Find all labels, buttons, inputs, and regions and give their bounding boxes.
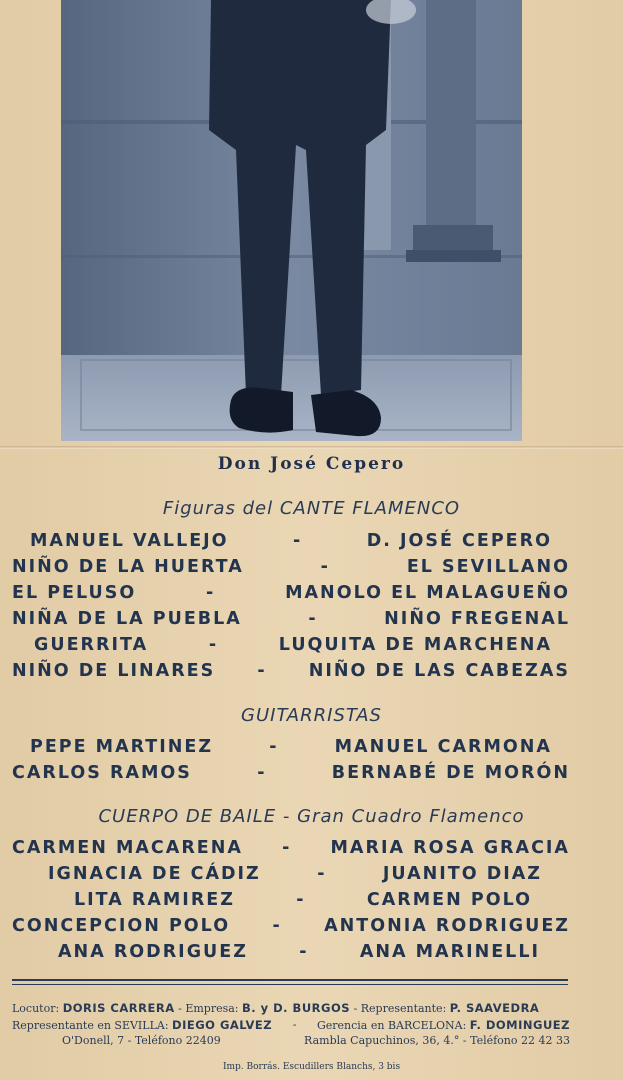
artist-name: NIÑO DE LAS CABEZAS <box>308 661 570 681</box>
cante-row <box>12 635 570 655</box>
cante-row <box>12 557 570 577</box>
barcelona-label: Gerencia en BARCELONA: <box>316 1019 467 1032</box>
artist-name: NIÑA DE LA PUEBLA <box>12 609 242 629</box>
footer-representatives-line <box>12 1018 570 1032</box>
artist-name: JUANITO DIAZ <box>382 864 542 884</box>
artist-name: LITA RAMIREZ <box>74 890 235 910</box>
locutor-credit <box>12 1001 539 1015</box>
separator: - <box>272 916 282 936</box>
cante-row <box>12 583 570 603</box>
separator: - <box>206 583 216 603</box>
baile-title: CUERPO DE BAILE <box>98 806 277 827</box>
cante-row <box>12 531 570 551</box>
separator: - <box>317 864 327 884</box>
artist-name: ANA RODRIGUEZ <box>58 942 248 962</box>
separator: - <box>282 806 291 827</box>
separator: - <box>320 557 330 577</box>
artist-name: PEPE MARTINEZ <box>30 737 214 757</box>
portrait-photo <box>61 0 522 441</box>
artist-name: MANUEL CARMONA <box>334 737 552 757</box>
cante-row <box>12 661 570 681</box>
artist-name: MARIA ROSA GRACIA <box>330 838 570 858</box>
separator: - <box>178 1002 182 1015</box>
artist-name: D. JOSÉ CEPERO <box>366 531 552 551</box>
printer-imprint: Imp. Borrás. Escudillers Blanchs, 3 bis <box>222 1062 401 1072</box>
cante-title-upper: CANTE FLAMENCO <box>279 498 461 519</box>
representante-label: Representante: <box>360 1002 447 1015</box>
separator: - <box>293 531 303 551</box>
barcelona-name: F. DOMINGUEZ <box>469 1018 570 1032</box>
cante-row <box>12 609 570 629</box>
artist-name: CARLOS RAMOS <box>12 763 192 783</box>
guitarristas-section-title: GUITARRISTAS <box>241 705 382 726</box>
artist-name: ANA MARINELLI <box>359 942 540 962</box>
separator: - <box>292 1018 297 1031</box>
artist-name: EL PELUSO <box>12 583 137 603</box>
artist-name: CARMEN MACARENA <box>12 838 243 858</box>
separator: - <box>353 1002 358 1015</box>
separator: - <box>257 763 267 783</box>
separator: - <box>296 890 306 910</box>
divider-rule <box>12 984 568 985</box>
artist-name: IGNACIA DE CÁDIZ <box>48 864 261 884</box>
artist-name: CARMEN POLO <box>366 890 532 910</box>
artist-name: MANUEL VALLEJO <box>30 531 229 551</box>
artist-name: NIÑO FREGENAL <box>384 609 570 629</box>
artist-name: EL SEVILLANO <box>406 557 570 577</box>
artist-name: MANOLO EL MALAGUEÑO <box>285 583 570 603</box>
baile-subtitle: Gran Cuadro Flamenco <box>297 806 525 827</box>
separator: - <box>257 661 267 681</box>
separator: - <box>299 942 309 962</box>
divider-rule <box>12 979 568 981</box>
separator: - <box>269 737 279 757</box>
baile-section-title <box>0 806 623 827</box>
locutor-name: DORIS CARRERA <box>62 1001 175 1015</box>
artist-name: BERNABÉ DE MORÓN <box>331 763 570 783</box>
locutor-label: Locutor: <box>12 1002 60 1015</box>
separator: - <box>282 838 292 858</box>
sevilla-name: DIEGO GALVEZ <box>172 1018 273 1032</box>
artist-name: GUERRITA <box>34 635 149 655</box>
representante-name: P. SAAVEDRA <box>449 1001 540 1015</box>
artist-name: ANTONIA RODRIGUEZ <box>324 916 570 936</box>
separator: - <box>208 635 219 655</box>
guitarristas-row <box>12 763 570 783</box>
baile-row <box>12 864 570 884</box>
guitarristas-row <box>12 737 570 757</box>
cante-title-italic: Figuras del <box>162 498 274 519</box>
barcelona-address: Rambla Capuchinos, 36, 4.° - Teléfono 22 42 33 <box>304 1034 570 1047</box>
baile-row <box>12 942 570 962</box>
cante-section-title <box>0 498 623 519</box>
artist-name: NIÑO DE LINARES <box>12 661 216 681</box>
paper-fold <box>0 446 623 449</box>
artist-name: LUQUITA DE MARCHENA <box>278 635 552 655</box>
artist-name: NIÑO DE LA HUERTA <box>12 557 244 577</box>
baile-row <box>12 916 570 936</box>
separator: - <box>308 609 318 629</box>
baile-row <box>12 890 570 910</box>
barcelona-credit <box>317 1018 570 1032</box>
sevilla-address: O'Donell, 7 - Teléfono 22409 <box>62 1034 221 1047</box>
baile-row <box>12 838 570 858</box>
sevilla-label: Representante en SEVILLA: <box>12 1019 169 1032</box>
empresa-label: Empresa: <box>185 1002 239 1015</box>
footer-addresses-line <box>12 1034 570 1047</box>
artist-name: CONCEPCION POLO <box>12 916 231 936</box>
sevilla-credit <box>12 1018 272 1032</box>
footer-credits-line <box>12 1001 570 1015</box>
portrait-caption: Don José Cepero <box>217 454 406 474</box>
empresa-name: B. y D. BURGOS <box>242 1001 351 1015</box>
